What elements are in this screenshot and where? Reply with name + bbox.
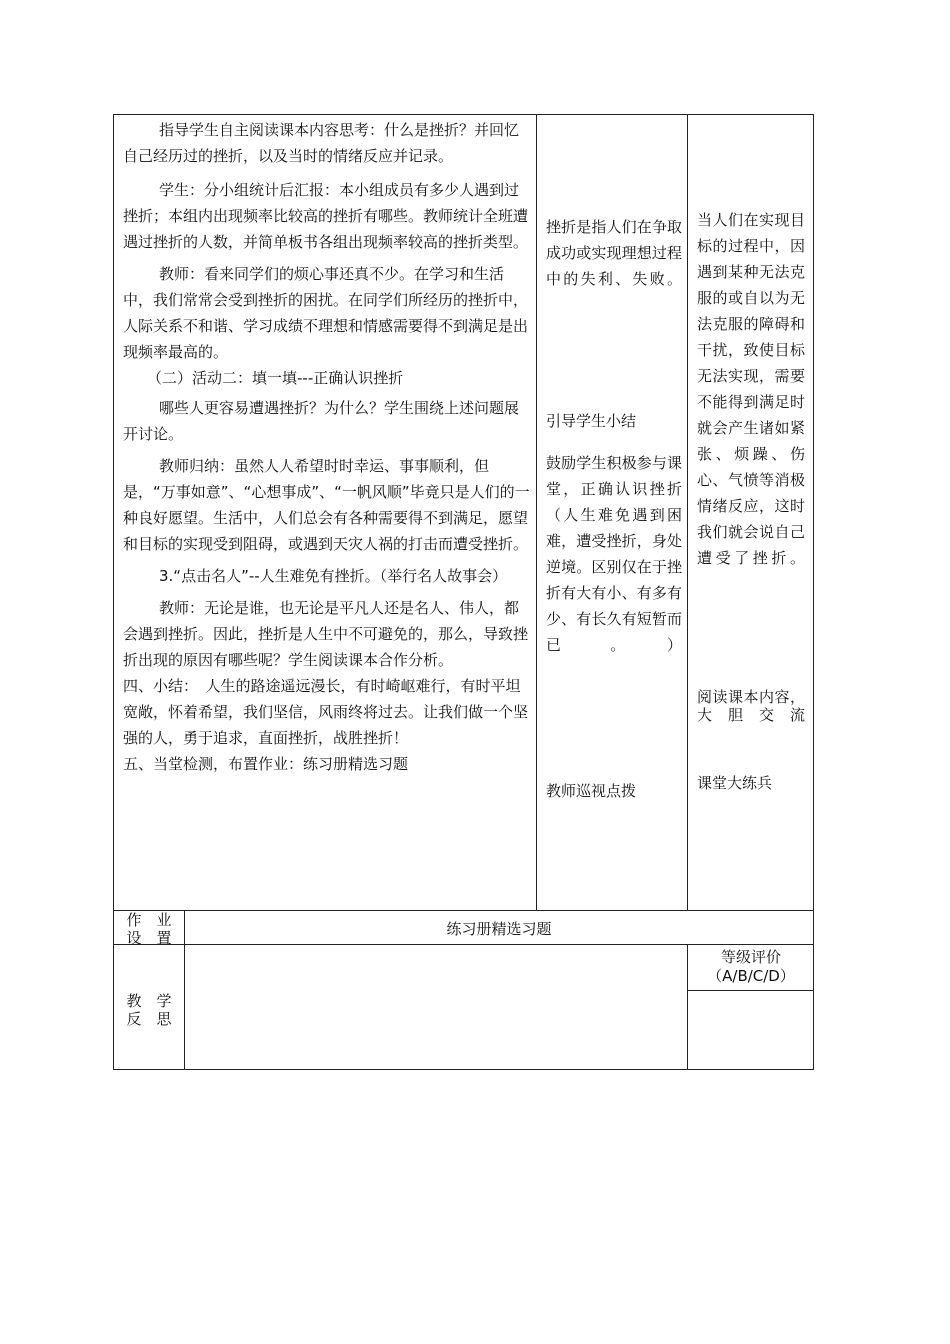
homework-label-line2: 设 置 bbox=[126, 929, 172, 947]
middle-note-3 bbox=[546, 450, 682, 658]
frustration-definition: 当人们在实现目标的过程中，因遇到某种无法克服的或自以为无法克服的障碍和干扰，致使目标无法实现，需要不能得到满足时就会产生诸如紧张、烦躁、伤心、气愤等消极情绪反应，这时我们就会说自己遭受了挫折。 bbox=[697, 211, 805, 567]
divider-reflection-top bbox=[113, 944, 814, 945]
middle-note-4 bbox=[546, 778, 682, 804]
homework-content: 练习册精选习题 bbox=[446, 920, 552, 938]
paragraph-3: 教师：看来同学们的烦心事还真不少。在学习和生活中，我们常常会受到挫折的困扰。在同学们所经历的挫折中，人际关系不和谐、学习成绩不理想和情感需要得不到满足是出现频率最高的。 bbox=[123, 265, 529, 361]
paragraph-1: 指导学生自主阅读课本内容思考：什么是挫折？并回忆自己经历过的挫折，以及当时的情绪反应并记录。 bbox=[123, 121, 520, 165]
reflection-label-line1: 教 学 bbox=[126, 992, 172, 1010]
teacher-tour-note: 教师巡视点拨 bbox=[546, 782, 637, 800]
middle-note-2 bbox=[546, 408, 682, 434]
right-note-3 bbox=[697, 770, 805, 796]
right-note-2 bbox=[697, 688, 805, 724]
grade-label: 等级评价 bbox=[720, 948, 781, 966]
reflection-label bbox=[114, 992, 184, 1028]
divider-grade bbox=[687, 990, 814, 991]
paragraph-2: 学生：分小组统计后汇报：本小组成员有多少人遇到过挫折；本组内出现频率比较高的挫折有哪些。教师统计全班遭遇过挫折的人数，并简单板书各组出现频率较高的挫折类型。 bbox=[123, 181, 529, 251]
paragraph-5: 哪些人更容易遭遇挫折？为什么？学生围绕上述问题展开讨论。 bbox=[123, 399, 520, 443]
homework-label bbox=[114, 911, 184, 947]
guide-summary-note: 引导学生小结 bbox=[546, 412, 637, 430]
reflection-label-line2: 反 思 bbox=[126, 1010, 172, 1028]
main-content-column bbox=[123, 117, 533, 777]
reading-note: 阅读课本内容，大胆交流 bbox=[697, 688, 805, 724]
definition-note: 挫折是指人们在争取成功或实现理想过程中的失利、失败。 bbox=[546, 218, 682, 288]
practice-note: 课堂大练兵 bbox=[697, 774, 773, 792]
encourage-note: 鼓励学生积极参与课堂，正确认识挫折（人生难免遇到困难，遭受挫折，身处逆境。区别仅在于挫折有大有小、有多有少、有长久有短暂而已。） bbox=[546, 454, 682, 654]
paragraph-7: 3.“点击名人”--人生难免有挫折。（举行名人故事会） bbox=[159, 567, 508, 585]
grade-options: （A/B/C/D） bbox=[707, 967, 795, 985]
divider-homework-top bbox=[113, 910, 814, 911]
homework-paragraph: 五、当堂检测，布置作业：练习册精选习题 bbox=[123, 755, 409, 773]
summary-paragraph: 四、小结： 人生的路途遥远漫长，有时崎岖难行，有时平坦宽敞，怀着希望，我们坚信，风雨终将过去。让我们做一个坚强的人，勇于追求，直面挫折，战胜挫折！ bbox=[123, 677, 529, 747]
middle-note-1 bbox=[546, 214, 682, 292]
right-note-1 bbox=[697, 207, 805, 571]
activity-heading: （二）活动二：填一填---正确认识挫折 bbox=[147, 369, 404, 387]
paragraph-6: 教师归纳：虽然人人希望时时幸运、事事顺利，但是，“万事如意”、“心想事成”、“一帆风顺”毕竟只是人们的一种良好愿望。生活中，人们总会有各种需要得不到满足，愿望和目标的实现受到阻碍，或遇到天灾人祸的打击而遭受挫折。 bbox=[123, 457, 530, 553]
divider-mid-right bbox=[687, 114, 688, 911]
grade-evaluation bbox=[688, 948, 814, 986]
divider-main-mid bbox=[536, 114, 537, 911]
homework-label-line1: 作 业 bbox=[126, 911, 172, 929]
paragraph-8: 教师：无论是谁，也无论是平凡人还是名人、伟人，都会遇到挫折。因此，挫折是人生中不可避免的，那么，导致挫折出现的原因有哪些呢？学生阅读课本合作分析。 bbox=[123, 599, 529, 669]
